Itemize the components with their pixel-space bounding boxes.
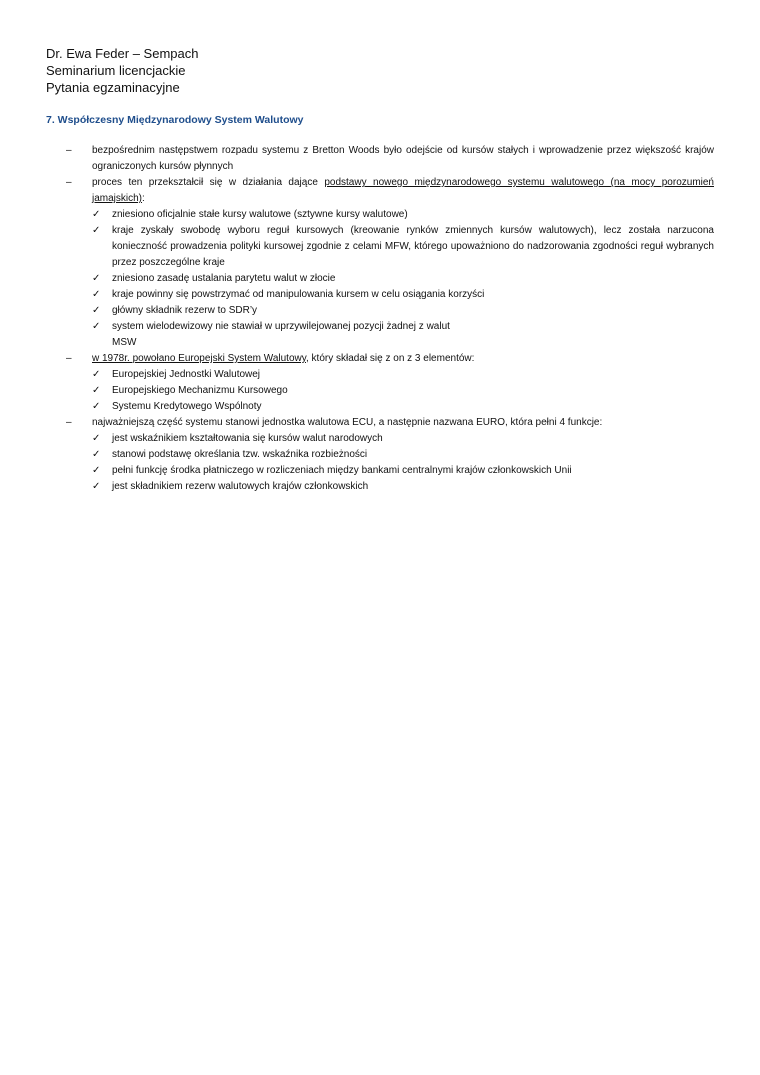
checkmark-icon: ✓ <box>92 209 101 220</box>
checklist-item <box>66 383 714 399</box>
dash-bullet: – <box>66 145 72 156</box>
dash-bullet: – <box>66 177 72 188</box>
course-line: Seminarium licencjackie <box>46 63 186 78</box>
checklist-item-text: Systemu Kredytowego Wspólnoty <box>112 401 262 412</box>
checklist-item-text: Europejskiego Mechanizmu Kursowego <box>112 385 288 396</box>
list-item-text-start: proces ten przekształcił się w działania dające <box>92 177 325 188</box>
list-item <box>66 415 714 431</box>
checklist <box>66 431 714 495</box>
list-item-text-end: , który składał się z on z 3 elementów: <box>306 353 475 364</box>
list-item <box>66 351 714 367</box>
checkmark-icon: ✓ <box>92 465 101 476</box>
checklist-item-text: system wielodewizowy nie stawiał w uprzywilejowanej pozycji żadnej z walut <box>112 321 450 332</box>
checkmark-icon: ✓ <box>92 273 101 284</box>
checklist-item <box>66 303 714 319</box>
list-item-text: najważniejszą część systemu stanowi jednostka walutowa ECU, a następnie nazwana EURO, która pełni 4 funkcje: <box>92 417 603 428</box>
list-item-text-end: : <box>142 193 145 204</box>
content-list <box>66 143 714 495</box>
checklist-item-text: jest składnikiem rezerw walutowych krajów członkowskich <box>112 481 369 492</box>
checklist-item <box>66 431 714 447</box>
checkmark-icon: ✓ <box>92 225 101 236</box>
checklist-item-text: pełni funkcję środka płatniczego w rozliczeniach między bankami centralnymi krajów członkowskich Unii <box>112 465 572 476</box>
checklist-item-text: zniesiono oficjalnie stałe kursy walutowe (sztywne kursy walutowe) <box>112 209 408 220</box>
checklist-item-text: Europejskiej Jednostki Walutowej <box>112 369 261 380</box>
checkmark-icon: ✓ <box>92 289 101 300</box>
document-header <box>46 45 198 96</box>
list-item <box>66 175 714 207</box>
checklist-item-text: główny składnik rezerw to SDR’y <box>112 305 258 316</box>
author-line: Dr. Ewa Feder – Sempach <box>46 46 199 61</box>
checklist-item <box>66 367 714 383</box>
checklist-item <box>66 399 714 415</box>
list-item <box>66 143 714 175</box>
checkmark-icon: ✓ <box>92 433 101 444</box>
checklist-item <box>66 287 714 303</box>
section-title: 7. Współczesny Międzynarodowy System Walutowy <box>46 114 304 126</box>
checklist-item <box>66 463 714 479</box>
checkmark-icon: ✓ <box>92 385 101 396</box>
checklist-item <box>66 479 714 495</box>
checklist-item-text: jest wskaźnikiem kształtowania się kursów walut narodowych <box>112 433 383 444</box>
checklist <box>66 367 714 415</box>
checklist-item-text: stanowi podstawę określania tzw. wskaźnika rozbieżności <box>112 449 368 460</box>
list-item-text <box>92 351 714 367</box>
checklist-item-text: kraje zyskały swobodę wyboru reguł kursowych (kreowanie rynków zmiennych kursów walutowych), lecz została narzucona konieczność prowadzenia polityki kursowej zgodnie z celami MFW, którego upoważniono do nadzorowania zgodności reguł wybranych przez poszczególne kraje <box>112 225 714 268</box>
dash-bullet: – <box>66 353 72 364</box>
underlined-phrase: podstawy nowego międzynarodowego systemu walutowego (na mocy porozumień jamajskich) <box>92 177 714 204</box>
checklist-item-text: kraje powinny się powstrzymać od manipulowania kursem w celu osiągania korzyści <box>112 289 485 300</box>
list-item-text <box>92 175 714 207</box>
dash-bullet: – <box>66 417 72 428</box>
checklist-item <box>66 223 714 271</box>
checklist-item-continuation: MSW <box>112 337 137 348</box>
exam-questions-line: Pytania egzaminacyjne <box>46 80 180 95</box>
checkmark-icon: ✓ <box>92 449 101 460</box>
checklist-item <box>66 447 714 463</box>
checkmark-icon: ✓ <box>92 321 101 332</box>
checklist <box>66 207 714 351</box>
checklist-item <box>66 319 714 351</box>
checkmark-icon: ✓ <box>92 481 101 492</box>
checkmark-icon: ✓ <box>92 401 101 412</box>
list-item-text: bezpośrednim następstwem rozpadu systemu z Bretton Woods było odejście od kursów stałych i wprowadzenie przez większość krajów ograniczonych kursów płynnych <box>92 145 714 172</box>
checkmark-icon: ✓ <box>92 305 101 316</box>
checkmark-icon: ✓ <box>92 369 101 380</box>
checklist-item <box>66 271 714 287</box>
checklist-item-text: zniesiono zasadę ustalania parytetu walut w złocie <box>112 273 336 284</box>
underlined-phrase: w 1978r. powołano Europejski System Walutowy <box>92 353 306 364</box>
checklist-item <box>66 207 714 223</box>
